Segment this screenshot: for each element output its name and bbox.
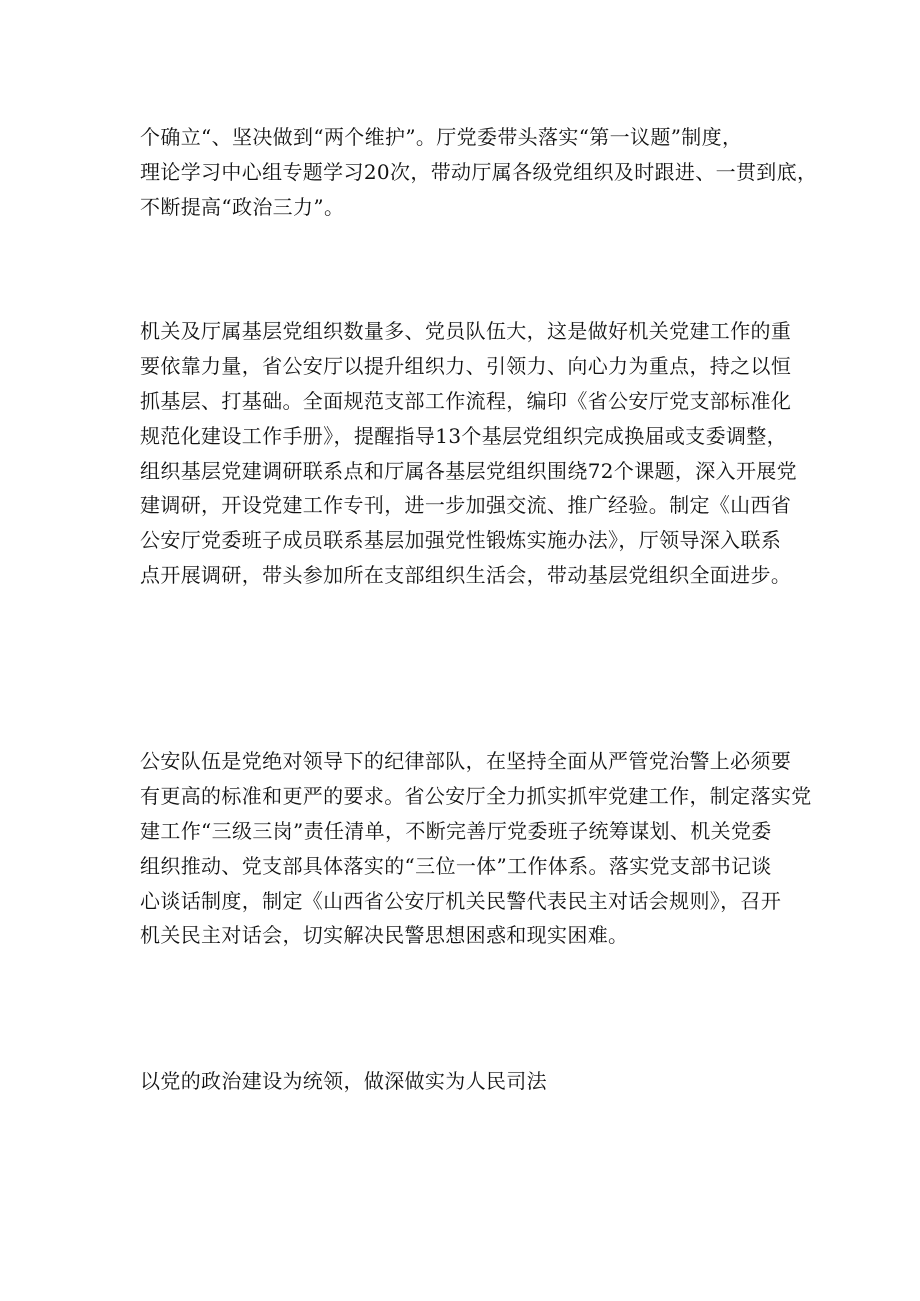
text-line: 不断提高“政治三力”。 bbox=[140, 194, 345, 219]
text-line: 公安厅党委班子成员联系基层加强党性锻炼实施办法》，厅领导深入联系 bbox=[140, 528, 782, 553]
text-line: 公安队伍是党绝对领导下的纪律部队，在坚持全面从严管党治警上必须要 bbox=[140, 749, 792, 773]
text-line: 有更高的标准和更严的要求。省公安厅全力抓实抓牢党建工作，制定落实党 bbox=[140, 783, 812, 808]
paragraph-grassroots-organization bbox=[140, 314, 797, 593]
text-line: 建工作“三级三岗”责任清单，不断完善厅党委班子统筹谋划、机关党委 bbox=[140, 818, 772, 843]
text-line: 点开展调研，带头参加所在支部组织生活会，带动基层党组织全面进步。 bbox=[140, 563, 792, 588]
text-line: 机关民主对话会，切实解决民警思想困惑和现实困难。 bbox=[140, 923, 629, 948]
text-line: 机关及厅属基层党组织数量多、党员队伍大，这是做好机关党建工作的重 bbox=[140, 319, 792, 343]
paragraph-political-leadership bbox=[140, 120, 818, 225]
text-line: 建调研，开设党建工作专刊，进一步加强交流、推广经验。制定《山西省 bbox=[140, 493, 792, 518]
text-line: 以党的政治建设为统领，做深做实为人民司法 bbox=[140, 1069, 547, 1093]
paragraph-strict-governance bbox=[140, 744, 812, 953]
text-line: 组织基层党建调研联系点和厅属各基层党组织围绕72个课题，深入开展党 bbox=[140, 458, 797, 483]
section-heading bbox=[140, 1064, 790, 1099]
text-line: 要依靠力量，省公安厅以提升组织力、引领力、向心力为重点，持之以恒 bbox=[140, 353, 792, 378]
text-line: 理论学习中心组专题学习20次，带动厅属各级党组织及时跟进、一贯到底， bbox=[140, 159, 818, 184]
text-line: 心谈话制度，制定《山西省公安厅机关民警代表民主对话会规则》，召开 bbox=[140, 888, 782, 913]
text-line: 规范化建设工作手册》，提醒指导13个基层党组织完成换届或支委调整， bbox=[140, 423, 787, 448]
text-line: 组织推动、党支部具体落实的“三位一体”工作体系。落实党支部书记谈 bbox=[140, 853, 772, 878]
text-line: 抓基层、打基础。全面规范支部工作流程，编印《省公安厅党支部标准化 bbox=[140, 388, 792, 413]
text-line: 个确立“、坚决做到“两个维护”。厅党委带头落实“第一议题”制度， bbox=[140, 125, 743, 149]
